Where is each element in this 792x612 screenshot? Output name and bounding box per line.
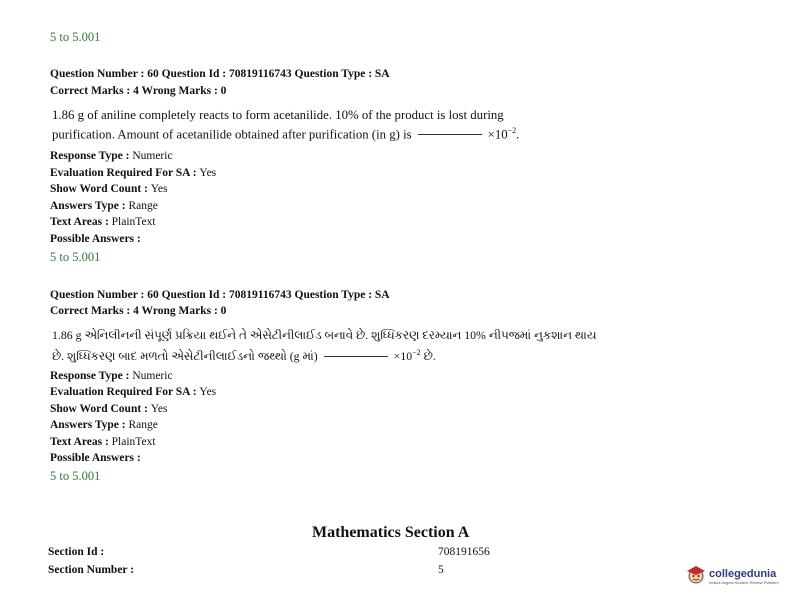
evaluation-required: Evaluation Required For SA : Yes [50,167,217,179]
question-text-line-2 [52,345,436,364]
answers-type: Answers Type : Range [50,419,158,431]
section-title: Mathematics Section A [312,524,470,541]
exponent: −2 [412,348,421,357]
possible-answers-label: Possible Answers : [50,233,141,245]
previous-answer: 5 to 5.001 [50,30,101,44]
collegedunia-logo[interactable] [686,564,779,591]
section-id-value: 708191656 [438,546,490,558]
answer-blank [418,134,482,135]
possible-answer: 5 to 5.001 [50,250,101,264]
student-mascot-icon [686,564,706,591]
section-number-label: Section Number : [48,564,135,576]
answers-type: Answers Type : Range [50,200,158,212]
question-header: Question Number : 60 Question Id : 70819116743 Question Type : SA [50,68,390,80]
question-text-line-1: 1.86 g એનિલીનની સંપૂર્ણ પ્રક્રિયા થઈને તે એસેટીનીલાઈડ બનાવે છે. શુધ્ધિકરણ દરમ્યાન 10% નીપજમાં નુકશાન થાય [52,328,597,342]
question-text: છે. શુધ્ધિકરણ બાદ મળતો એસેટીનીલાઈડનો જથ્થો (g માં) [52,348,318,363]
possible-answers-label: Possible Answers : [50,452,141,464]
logo-tagline: India's largest Student Review Platform [709,580,779,585]
question-text-line-2 [52,123,519,142]
evaluation-required: Evaluation Required For SA : Yes [50,386,217,398]
multiplier: ×10 [393,348,413,363]
response-type: Response Type : Numeric [50,370,173,382]
question-text: purification. Amount of acetanilide obtained after purification (in g) is [52,127,412,142]
exponent: −2 [507,126,517,135]
section-id-label: Section Id : [48,546,105,558]
response-type: Response Type : Numeric [50,150,173,162]
marks-line: Correct Marks : 4 Wrong Marks : 0 [50,305,227,317]
show-word-count: Show Word Count : Yes [50,183,168,195]
text-areas: Text Areas : PlainText [50,216,156,228]
question-header: Question Number : 60 Question Id : 70819116743 Question Type : SA [50,289,390,301]
possible-answer: 5 to 5.001 [50,469,101,483]
marks-line: Correct Marks : 4 Wrong Marks : 0 [50,85,227,97]
text-areas: Text Areas : PlainText [50,436,156,448]
show-word-count: Show Word Count : Yes [50,403,168,415]
logo-wordmark: collegedunia [709,568,777,580]
end-punct: . [516,127,520,142]
section-number-value: 5 [438,564,444,576]
question-text-line-1: 1.86 g of aniline completely reacts to form acetanilide. 10% of the product is lost during [52,108,504,122]
answer-blank [324,356,388,357]
end-punct: છે. [420,348,436,363]
multiplier: ×10 [487,127,508,142]
